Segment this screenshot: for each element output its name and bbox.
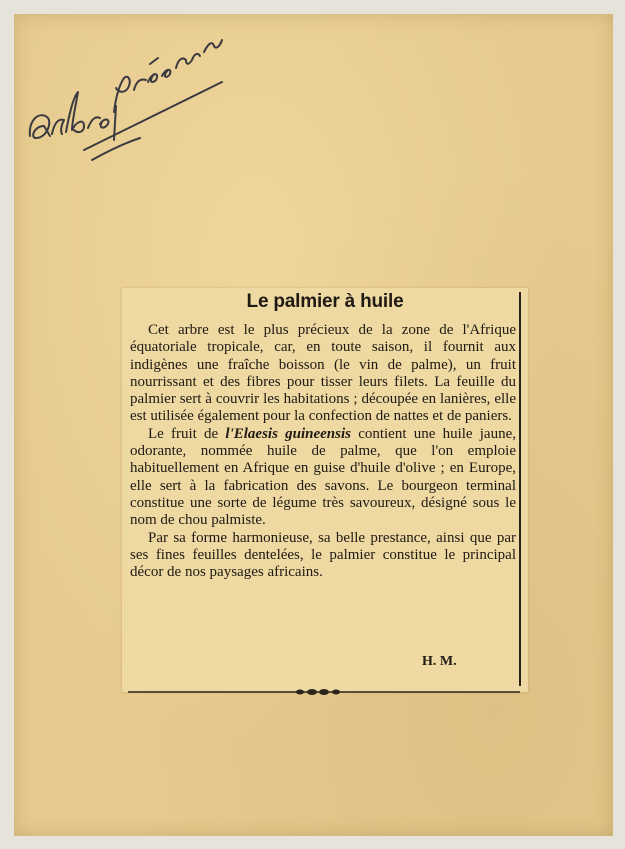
author-signature: H. M.: [422, 654, 457, 669]
article-title: Le palmier à huile: [246, 291, 404, 312]
paragraph-2: Le fruit de l'Elaesis guineensis contient une huile jaune, odorante, nommée huile de palme, que l'on emploie habituellement en Afrique en guise d'huile d'olive ; en Europe, elle sert à la fabrication des savons. Le bourgeon terminal constitue une sorte de légume très savoureux, désigné sous le nom de chou palmiste.: [130, 425, 516, 529]
column-rule: [519, 292, 521, 686]
ornamental-rule: [128, 688, 520, 696]
paragraph-1: Cet arbre est le plus précieux de la zone de l'Afrique équatoriale tropicale, car, en toute saison, il fournit aux indigènes une fraîche boisson (le vin de palme), un fruit nourrissant et des fibres pour tisser leurs filets. La feuille du palmier sert à couvrir les habitations ; découpée en lanières, elle est utilisée également pour la confection de nattes et de paniers.: [130, 322, 516, 425]
article-body: [130, 322, 516, 581]
handwritten-annotation: [0, 0, 625, 200]
newspaper-clipping: [122, 288, 528, 692]
paragraph-3: Par sa forme harmonieuse, sa belle prestance, ainsi que par ses fines feuilles dentelées, le palmier constitue le principal décor de nos paysages africains.: [130, 529, 516, 581]
species-name: l'Elaesis guineensis: [225, 425, 351, 442]
